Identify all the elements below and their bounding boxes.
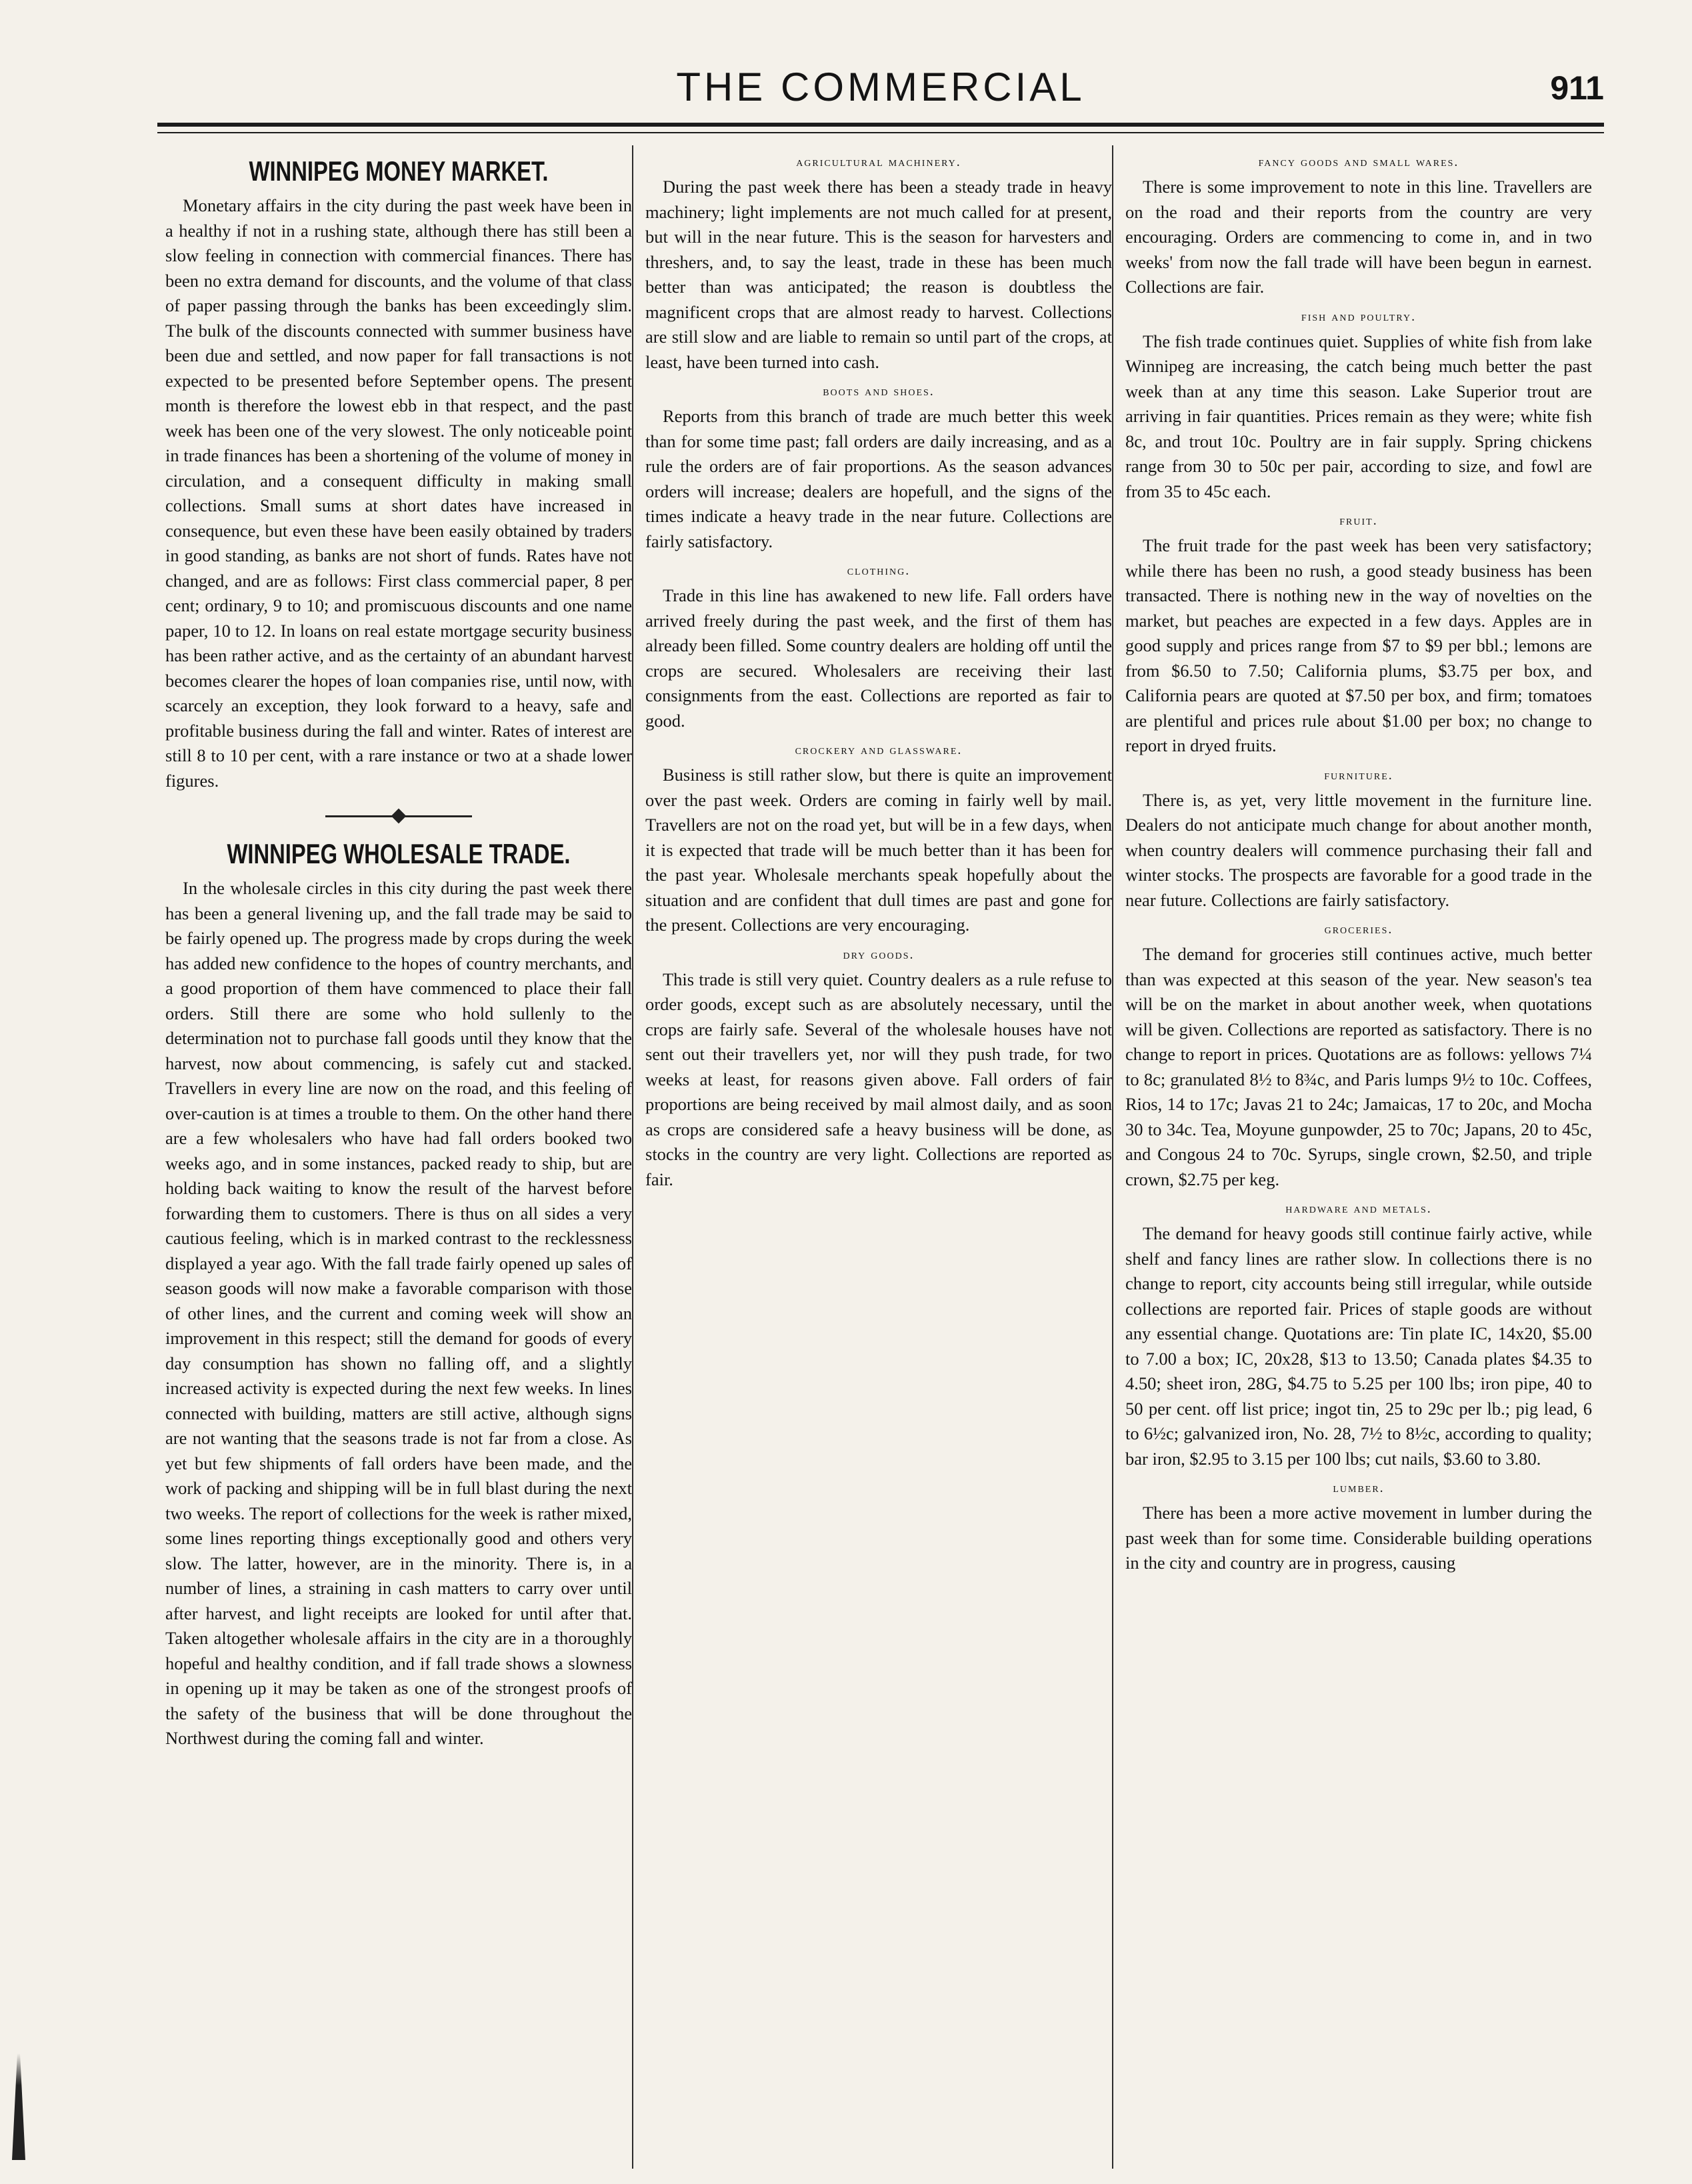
section-subhead: agricultural machinery.: [796, 155, 961, 169]
section-paragraph: The fish trade continues quiet. Supplies of white fish from lake Winnipeg are increasing, the catch being much better the past week than at any time this season. Lake Superior trout are arriving in fair quantities. Prices remain as they were; white fish 8c, and trout 10c. Poultry are in fair supply. Spring chickens range from 30 to 50c per pair, according to size, and fowl are from 35 to 45c each.: [1125, 331, 1592, 501]
article-headline: WINNIPEG WHOLESALE TRADE.: [227, 838, 571, 869]
margin-ink-mark: [12, 2053, 25, 2160]
article-paragraph: In the wholesale circles in this city during the past week there has been a general livening up, and the fall trade may be said to be fairly opened up. The progress made by crops during the week has added new confidence to the hopes of country merchants, and a good proportion of them have commenced to place their fall orders. Still there are some who hold sullenly to the determination not to purchase fall goods until they know that the harvest, now about commencing, is safely cut and stacked. Travellers in every line are now on the road, and this feeling of over-caution is at times a trouble to them. On the other hand there are a few wholesalers who have had fall orders booked two weeks ago, and in some instances, packed ready to ship, but are holding back waiting to know the result of the harvest before forwarding them to customers. There is thus on all sides a very cautious feeling, which is in marked contrast to the recklessness displayed a year ago. With the fall trade fairly opened up sales of season goods will now make a favorable comparison with those of other lines, and the current and coming week will show an improvement in this respect; still the demand for goods of every day consumption has shown no falling off, and a slightly increased activity is expected during the next few weeks. In lines connected with building, matters are still active, although signs are not wanting that the seasons trade is not far from a close. As yet but few shipments of fall orders have been made, and the work of packing and shipping will be in full blast during the next two weeks. The report of collections for the week is rather mixed, some lines reporting things exceptionally good and others very slow. The latter, however, are in the minority. There is, in a number of lines, a straining in cash matters to carry over until after harvest, and light receipts are looked for until after that. Taken altogether wholesale affairs in the city are in a thoroughly hopeful and healthy condition, and if fall trade shows a slowness in opening up it may be taken as one of the strongest proofs of the safety of the business that will be done throughout the Northwest during the coming fall and winter.: [165, 878, 632, 1748]
section-subhead: fruit.: [1339, 513, 1378, 528]
section-paragraph: During the past week there has been a steady trade in heavy machinery; light implements are not much called for at present, but will in the near future. This is the season for harvesters and threshers, and, to say the least, trade in these has been much better than was anticipated; the reason is doubtless the magnificent crops that are almost ready to harvest. Collections are still slow and are liable to remain so until part of the crops, at least, have been turned into cash.: [645, 177, 1112, 372]
section-paragraph: Trade in this line has awakened to new life. Fall orders have arrived freely during the past week, and the first of them has already been filled. Some country dealers are holding off until the crops are secured. Wholesalers are receiving their last consignments from the east. Collections are reported as fair to good.: [645, 585, 1112, 731]
section-paragraph: Reports from this branch of trade are much better this week than for some time past; fall orders are daily increasing, and as a rule the orders are of fair proportions. As the season advances orders will increase; dealers are hopefull, and the signs of the times indicate a heavy trade in the near future. Collections are fairly satisfactory.: [645, 406, 1112, 551]
article-paragraph: Monetary affairs in the city during the past week have been in a healthy if not in a rushing state, although there has still been a slow feeling in connection with commercial finances. There has been no extra demand for discounts, and the volume of that class of paper passing through the banks has been exceedingly slim. The bulk of the discounts connected with summer business have been due and settled, and now paper for fall transactions is not expected to be presented before September opens. The present month is therefore the lowest ebb in that respect, and the past week has been one of the very slowest. The only noticeable point in trade finances has been a shortening of the volume of money in circulation, and a consequent difficulty in making small collections. Small sums at short dates have increased in consequence, but even these have been easily obtained by traders in good standing, as banks are not short of funds. Rates have not changed, and are as follows: First class commercial paper, 8 per cent; ordinary, 9 to 10; and promiscuous discounts and one name paper, 10 to 12. In loans on real estate mortgage security business has been rather active, and as the certainty of an abundant harvest becomes clearer the hopes of loan companies rise, until now, with scarcely an exception, they look forward to a heavy, safe and profitable business during the fall and winter. Rates of interest are still 8 to 10 per cent, with a rare instance or two at a shade lower figures.: [165, 195, 632, 791]
article-headline: WINNIPEG MONEY MARKET.: [249, 155, 549, 187]
section-paragraph: The demand for heavy goods still continue fairly active, while shelf and fancy lines are rather slow. In collections there is no change to report, city accounts being still irregular, while outside collections are reported fair. Prices of staple goods are without any essential change. Quotations are: Tin plate IC, 14x20, $5.00 to 7.00 a box; IC, 20x28, $13 to 13.50; Canada plates $4.35 to 4.50; sheet iron, 28G, $4.75 to 5.25 per 100 lbs; iron pipe, 40 to 50 per cent. off list price; ingot tin, 25 to 29c per lb.; pig lead, 6 to 6½c; galvanized iron, No. 28, 7½ to 8½c, according to quality; bar iron, $2.95 to 3.15 per 100 lbs; cut nails, $3.60 to 3.80.: [1125, 1223, 1592, 1469]
section-subhead: lumber.: [1333, 1481, 1385, 1495]
publication-title: THE COMMERCIAL: [676, 65, 1085, 109]
column-divider: [1112, 145, 1113, 2169]
column-middle: [645, 145, 1112, 2169]
page-number: 911: [1550, 69, 1604, 107]
section-subhead: furniture.: [1324, 767, 1393, 783]
masthead-rule: [157, 123, 1604, 127]
section-subhead: groceries.: [1324, 922, 1393, 937]
section-paragraph: There is, as yet, very little movement in the furniture line. Dealers do not anticipate much change for about another month, when country dealers will commence purchasing their fall and winter stocks. The prospects are favorable for a good trade in the near future. Collections are fairly satisfactory.: [1125, 789, 1592, 910]
section-subhead: clothing.: [847, 563, 911, 578]
column-left: [165, 145, 632, 2169]
section-ornament: [165, 804, 632, 828]
section-subhead: fancy goods and small wares.: [1258, 155, 1459, 169]
section-subhead: boots and shoes.: [823, 384, 935, 399]
column-divider: [632, 145, 633, 2169]
section-subhead: crockery and glassware.: [795, 743, 963, 757]
masthead: [157, 61, 1604, 119]
section-subhead: fish and poultry.: [1301, 309, 1417, 324]
section-paragraph: The fruit trade for the past week has been very satisfactory; while there has been no rush, a good steady business has been transacted. There is nothing new in the way of novelties on the market, but peaches are expected in a few days. Apples are in good supply and prices range from $7 to $9 per bbl.; lemons are from $6.50 to 7.50; California plums, $3.75 per box, and California pears are quoted at $7.50 per box, and firm; tomatoes are plentiful and prices rule about $1.00 per box; no change to report in dryed fruits.: [1125, 535, 1592, 755]
section-paragraph: There is some improvement to note in this line. Travellers are on the road and their reports from the country are very encouraging. Orders are commencing to come in, and in two weeks' from now the fall trade will have been begun in earnest. Collections are fair.: [1125, 177, 1592, 297]
section-paragraph: This trade is still very quiet. Country dealers as a rule refuse to order goods, except such as are absolutely necessary, until the crops are fairly safe. Several of the wholesale houses have not sent out their travellers yet, nor will they push trade, for two weeks at least, for reasons given above. Fall orders of fair proportions are being received by mail almost daily, and as soon as crops are considered safe a heavy business will be done, as stocks in the country are very light. Collections are reported as fair.: [645, 969, 1112, 1189]
section-subhead: dry goods.: [843, 947, 915, 962]
section-paragraph: The demand for groceries still continues active, much better than was expected at this season of the year. New season's tea will be on the market in about another week, when quotations will be given. Collections are reported as satisfactory. There is no change to report in prices. Quotations are as follows: yellows 7¼ to 8c; granulated 8½ to 8¾c, and Paris lumps 9½ to 10c. Coffees, Rios, 14 to 17c; Javas 21 to 24c; Jamaicas, 17 to 20c, and Mocha 30 to 34c. Tea, Moyune gunpowder, 25 to 70c; Japans, 20 to 45c, and Congous 24 to 70c. Syrups, single crown, $2.50, and triple crown, $2.75 per keg.: [1125, 944, 1592, 1189]
section-subhead: hardware and metals.: [1285, 1201, 1432, 1216]
masthead-rule-thin: [157, 132, 1604, 133]
column-right: [1125, 145, 1592, 2169]
section-paragraph: There has been a more active movement in lumber during the past week than for some time. Considerable building operations in the city and country are in progress, causing: [1125, 1503, 1592, 1573]
section-paragraph: Business is still rather slow, but there is quite an improvement over the past week. Orders are coming in fairly well by mail. Travellers are not on the road yet, but will be in a few days, when it is expected that trade will be much better than it has been for the past year. Wholesale merchants speak hopefully about the situation and are confident that dull times are past and gone for the present. Collections are very encouraging.: [645, 765, 1112, 935]
